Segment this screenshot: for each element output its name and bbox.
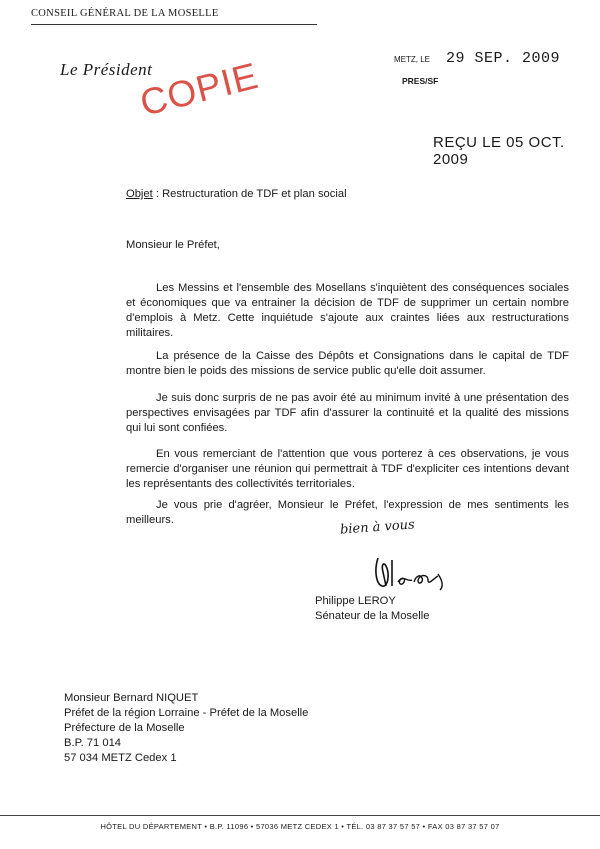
footer-address: HÔTEL DU DÉPARTEMENT • B.P. 11096 • 57036 METZ CEDEX 1 • TÉL. 03 87 37 57 57 • FAX 03 87 37 57 07 — [100, 822, 500, 831]
handwritten-note: bien à vous — [339, 517, 416, 538]
president-title: Le Président — [60, 60, 153, 79]
recipient-line-3: Préfecture de la Moselle — [64, 722, 185, 734]
paragraph-1: Les Messins et l'ensemble des Mosellans s'inquiètent des conséquences sociales et économiques que va entrainer la décision de TDF de supprimer un certain nombre d'emplois à Metz. Cette inquiétude s'ajoute aux craintes liées aux restructurations militaires. — [126, 282, 569, 339]
paragraph-2: La présence de la Caisse des Dépôts et Consignations dans le capital de TDF montre bien le poids des missions de service public qu'elle doit assumer. — [126, 350, 569, 377]
footer-divider — [0, 815, 600, 816]
signer-title: Sénateur de la Moselle — [315, 610, 430, 622]
object-label: Objet — [126, 188, 153, 200]
date-value: 29 SEP. 2009 — [446, 50, 561, 67]
signer-name: Philippe LEROY — [315, 595, 396, 607]
object-line — [126, 187, 347, 202]
organization-name: CONSEIL GÉNÉRAL DE LA MOSELLE — [31, 8, 219, 19]
recipient-line-5: 57 034 METZ Cedex 1 — [64, 752, 177, 764]
recipient-line-4: B.P. 71 014 — [64, 737, 122, 749]
header-divider — [31, 24, 317, 25]
paragraph-5: Je vous prie d'agréer, Monsieur le Préfet, l'expression de mes sentiments les meilleurs. — [126, 499, 569, 526]
paragraph-3: Je suis donc surpris de ne pas avoir été au minimum invité à une présentation des perspectives envisagées par TDF afin d'assurer la continuité et la qualité des missions qui lui sont confiées. — [126, 392, 569, 434]
copie-stamp: COPIE — [136, 54, 263, 124]
reference: PRES/SF — [402, 76, 439, 86]
object-text: : Restructuration de TDF et plan social — [152, 188, 347, 200]
handwritten-signature — [372, 552, 452, 597]
date-city: METZ, LE — [394, 55, 431, 64]
recipient-line-1: Monsieur Bernard NIQUET — [64, 692, 199, 704]
recipient-line-2: Préfet de la région Lorraine - Préfet de la Moselle — [64, 707, 309, 719]
received-stamp: REÇU LE 05 OCT. 2009 — [433, 134, 565, 168]
salutation: Monsieur le Préfet, — [126, 239, 220, 251]
paragraph-4: En vous remerciant de l'attention que vous porterez à ces observations, je vous remercie d'organiser une réunion qui permettrait à TDF d'expliciter ces intentions devant les représentants des collectivités territoriales. — [126, 448, 569, 490]
